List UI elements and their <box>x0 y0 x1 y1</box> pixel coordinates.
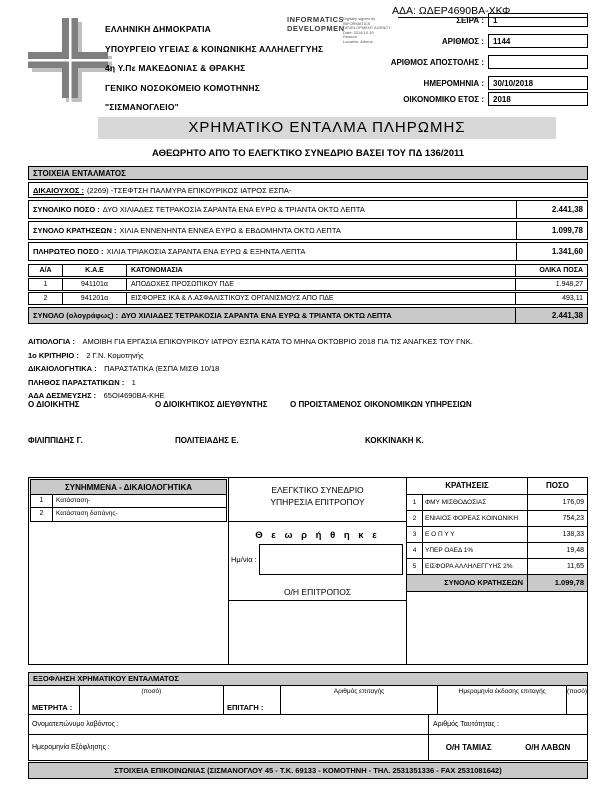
kae-row-amount: 1.948,27 <box>515 279 587 290</box>
deductions-total-amount: 1.099,78 <box>527 575 587 591</box>
total-amount-row <box>28 200 588 219</box>
field-row-series <box>391 13 588 27</box>
hospital-logo <box>26 16 116 106</box>
kae-header-amount: ΟΛΙΚΑ ΠΟΣΑ <box>515 265 587 276</box>
attachment-number: 1 <box>31 495 53 507</box>
beneficiary-label: ΔΙΚΑΙΟΥΧΟΣ : <box>33 185 84 195</box>
deductions-amount-header: ΠΟΣΟ <box>527 478 587 494</box>
total-amount-label: ΣΥΝΟΛΙΚΟ ΠΟΣΟ : <box>33 205 100 214</box>
deduction-number: 1 <box>407 495 423 510</box>
settlement-row-date <box>29 735 587 760</box>
kae-header-code: Κ.Α.Ε <box>63 265 127 276</box>
attachment-text: Κατάσταση- <box>56 497 91 504</box>
settlement-date-label: Ημερομηνία Εξόφλησης : <box>29 735 429 760</box>
list-item <box>31 495 226 508</box>
number-value-box: 1144 <box>488 34 588 48</box>
deduction-number: 4 <box>407 543 423 558</box>
settlement-row-payee <box>29 715 587 735</box>
kae-header-name: ΚΑΤΟΝΟΜΑΣΙΑ <box>131 267 183 274</box>
deduction-name: ΥΠΕΡ ΟΑΕΔ 1% <box>425 547 474 554</box>
stamp-detail-line: Location: Athens <box>343 38 373 44</box>
court-panel <box>229 478 407 664</box>
kae-table <box>28 264 588 324</box>
info-lines <box>28 331 588 399</box>
signature-names <box>28 436 588 448</box>
supporting-docs-line <box>28 358 588 372</box>
deductions-total-label: ΣΥΝΟΛΟ ΚΡΑΤΗΣΕΩΝ <box>444 578 523 587</box>
court-divider-bottom <box>229 600 406 601</box>
payable-amount-value: 1.341,60 <box>516 243 587 260</box>
table-row <box>28 292 588 305</box>
attachments-table <box>30 479 227 522</box>
beneficiary-value: (2269) -ΤΣΕΦΤΣΗ ΠΑΛΜΥΡΑ ΕΠΙΚΟΥΡΙΚΟΣ ΙΑΤΡΟΣ ΕΣΠΑ- <box>86 185 292 195</box>
order-details-header: ΣΤΟΙΧΕΙΑ ΕΝΤΑΛΜΑΤΟΣ <box>28 166 588 180</box>
field-row-date <box>391 76 588 90</box>
kae-row-aa: 1 <box>29 279 63 290</box>
signature-title-finance-head: Ο ΠΡΟΙΣΤΑΜΕΝΟΣ ΟΙΚΟΝΟΜΙΚΩΝ ΥΠΗΡΕΣΙΩΝ <box>290 400 472 409</box>
supporting-docs-label: ΔΙΚΑΙΟΛΟΓΗΤΙΚΑ : <box>28 364 97 373</box>
cheque-label: ΕΠΙΤΑΓΗ : <box>224 686 281 714</box>
deduction-name: Ε Ο Π Υ Υ <box>425 531 455 538</box>
total-amount-cell <box>29 201 516 218</box>
deduction-number: 2 <box>407 511 423 526</box>
series-value-box: 1 <box>488 13 588 27</box>
table-row <box>407 527 587 543</box>
dispatch-number-value-box <box>488 55 588 69</box>
ada-label: ΑΔΑ: <box>392 5 416 17</box>
cheque-number-label: Αριθμός επιταγής <box>281 686 439 714</box>
docs-count-label: ΠΛΗΘΟΣ ΠΑΡΑΣΤΑΤΙΚΩΝ : <box>28 377 125 387</box>
justification-line <box>28 331 588 345</box>
court-date-box <box>259 544 403 575</box>
receiver-label: Ο/Η ΛΑΒΩΝ <box>525 743 571 752</box>
criterion-text: 2 Γ.Ν. Κομοτηνής <box>86 350 144 360</box>
settlement-signatures <box>429 735 587 760</box>
kae-row-code: 941101α <box>63 279 127 290</box>
deduction-amount: 176,09 <box>527 495 587 510</box>
kae-row-amount: 493,11 <box>515 293 587 304</box>
payable-amount-cell <box>29 243 516 260</box>
cash-amount-hint: (ποσό) <box>80 686 224 714</box>
deductions-total-row <box>407 575 587 592</box>
table-row <box>28 278 588 291</box>
kae-total-cell <box>29 308 515 323</box>
settlement-header: ΕΞΟΦΛΗΣΗ ΧΡΗΜΑΤΙΚΟΥ ΕΝΤΑΛΜΑΤΟΣ <box>29 673 587 686</box>
court-title-line1: ΕΛΕΓΚΤΙΚΟ ΣΥΝΕΔΡΙΟ <box>271 485 364 495</box>
deduction-name: ΕΙΣΦΟΡΑ ΑΛΛΗΛΕΓΓΥΗΣ 2% <box>425 563 513 570</box>
beneficiary-cell <box>29 183 587 197</box>
stamp-detail-lines <box>343 17 391 45</box>
commitment-ada-text: 65ΟΙ4690ΒΑ-ΚΗΕ <box>103 391 165 400</box>
stamp-detail-line: Reason: <box>343 34 358 40</box>
cheque-date-label: Ημερομηνία έκδοσης επιταγής <box>438 686 567 714</box>
identity-number-label: Αριθμός Ταυτότητας : <box>433 721 499 728</box>
beneficiary-row <box>28 182 588 198</box>
kae-total-row <box>28 307 588 324</box>
total-amount-words: ΔΥΟ ΧΙΛΙΑΔΕΣ ΤΕΤΡΑΚΟΣΙΑ ΣΑΡΑΝΤΑ ΕΝΑ ΕΥΡΩ & ΤΡΙΑΝΤΑ ΟΚΤΩ ΛΕΠΤΑ <box>102 205 365 214</box>
kae-row-code: 941201α <box>63 293 127 304</box>
stamp-text-2: DEVELOPMEN <box>287 23 345 33</box>
payable-amount-label: ΠΛΗΡΩΤΕΟ ΠΟΣΟ : <box>33 247 104 256</box>
docs-count-text: 1 <box>131 377 136 387</box>
attachment-text: Κατάσταση δαπάνης- <box>56 510 118 517</box>
commitment-ada-line <box>28 385 588 399</box>
court-divider-top <box>229 521 406 522</box>
fiscal-year-label: ΟΙΚΟΝΟΜΙΚΟ ΕΤΟΣ : <box>403 94 484 104</box>
org-line-ministry: ΥΠΟΥΡΓΕΙΟ ΥΓΕΙΑΣ & ΚΟΙΝΩΝΙΚΗΣ ΑΛΛΗΛΕΓΓΥΗΣ <box>105 43 324 54</box>
signature-titles <box>28 400 588 412</box>
fiscal-year-value-box: 2018 <box>488 92 588 106</box>
kae-total-words: ΔΥΟ ΧΙΛΙΑΔΕΣ ΤΕΤΡΑΚΟΣΙΑ ΣΑΡΑΝΤΑ ΕΝΑ ΕΥΡΩ & ΤΡΙΑΝΤΑ ΟΚΤΩ ΛΕΠΤΑ <box>121 311 392 320</box>
cash-label: ΜΕΤΡΗΤΑ : <box>29 686 80 714</box>
stamp-detail-line: INFORMATICS <box>343 20 371 26</box>
deduction-name: ΦΜΥ ΜΙΣΘΟΔΟΣΙΑΣ <box>425 499 487 506</box>
court-title-line2: ΥΠΗΡΕΣΙΑ ΕΠΙΤΡΟΠΟΥ <box>270 497 365 507</box>
signature-name-2: ΠΟΛΙΤΕΙΑΔΗΣ Ε. <box>175 436 239 445</box>
table-row <box>407 543 587 559</box>
justification-text: ΑΜΟΙΒΗ ΓΙΑ ΕΡΓΑΣΙΑ ΕΠΙΚΟΥΡΙΚΟΥ ΙΑΤΡΟΥ ΕΣΠΑ ΚΑΤΑ ΤΟ ΜΗΝΑ ΟΚΤΩΒΡΙΟ 2018 ΓΙΑ ΤΙΣ ΑΝΑΓΚΕΣ ΤΟΥ ΓΝΚ. <box>82 337 473 346</box>
deduction-amount: 754,23 <box>527 511 587 526</box>
criterion-line <box>28 345 588 359</box>
court-date-row <box>231 544 403 575</box>
signature-title-admin-director: Ο ΔΙΟΙΚΗΤΙΚΟΣ ΔΙΕΥΘΥΝΤΗΣ <box>155 400 268 409</box>
series-label: ΣΕΙΡΑ : <box>456 15 484 25</box>
kae-row-name: ΑΠΟΔΟΧΕΣ ΠΡΟΣΩΠΙΚΟΥ ΠΔΕ <box>131 281 234 288</box>
deduction-amount: 138,33 <box>527 527 587 542</box>
deductions-total-cell <box>29 222 516 239</box>
supporting-docs-text: ΠΑΡΑΣΤΑΤΙΚΑ (ΕΣΠΑ ΜΙΣΘ 10/18 <box>104 364 220 373</box>
deductions-total-row <box>28 221 588 240</box>
stamp-text-1: INFORMATICS <box>287 15 345 24</box>
document-title: ΧΡΗΜΑΤΙΚΟ ΕΝΤΑΛΜΑ ΠΛΗΡΩΜΗΣ <box>98 117 556 139</box>
document-subtitle: ΑΘΕΩΡΗΤΟ ΑΠΌ ΤΟ ΕΛΕΓΚΤΙΚΟ ΣΥΝΕΔΡΙΟ ΒΑΣΕΙ ΤΟΥ ΠΔ 136/2011 <box>151 148 465 159</box>
kae-row-aa: 2 <box>29 293 63 304</box>
table-row <box>407 559 587 575</box>
signature-name-3: ΚΟΚΚΙΝΑΚΗ Κ. <box>365 436 424 445</box>
commissioner-label: Ο/Η ΕΠΙΤΡΟΠΟΣ <box>283 587 352 597</box>
dispatch-number-label: ΑΡΙΘΜΟΣ ΑΠΟΣΤΟΛΗΣ : <box>390 57 484 67</box>
payable-amount-words: ΧΙΛΙΑ ΤΡΙΑΚΟΣΙΑ ΣΑΡΑΝΤΑ ΕΝΑ ΕΥΡΩ & ΕΞΗΝΤΑ ΛΕΠΤΑ <box>106 247 306 256</box>
signature-title-governor: Ο ΔΙΟΙΚΗΤΗΣ <box>28 400 80 409</box>
deduction-amount: 11,65 <box>527 559 587 574</box>
contact-footer: ΣΤΟΙΧΕΙΑ ΕΠΙΚΟΙΝΩΝΙΑΣ (ΣΙΣΜΑΝΟΓΛΟΥ 45 - Τ.Κ. 69133 - ΚΟΜΟΤΗΝΗ - ΤΗΛ. 2531351336 - FAX 2531081642) <box>28 762 588 779</box>
attachment-number: 2 <box>31 508 53 521</box>
list-item <box>31 508 226 521</box>
deductions-header-row <box>407 478 587 495</box>
signature-name-1: ΦΙΛΙΠΠΙΔΗΣ Γ. <box>28 436 83 445</box>
order-details-section <box>28 166 588 261</box>
deduction-name: ΕΝΙΑΙΟΣ ΦΟΡΕΑΣ ΚΟΙΝΩΝΙΚΗ <box>425 515 519 522</box>
date-value-box: 30/10/2018 <box>488 76 588 90</box>
kae-total-label: ΣΥΝΟΛΟ (ολογράφως) : <box>33 311 119 320</box>
payee-name-label: Ονοματεπώνυμο λαβόντος : <box>29 715 429 734</box>
field-row-dispatch-number <box>391 55 588 69</box>
kae-header-row <box>28 264 588 277</box>
stamp-detail-line: DEVELOPMENT AGENCY <box>343 25 391 31</box>
settlement-row-amounts <box>29 686 587 715</box>
kae-total-amount: 2.441,38 <box>515 308 587 323</box>
kae-header-aa: Α/Α <box>29 265 63 276</box>
table-row <box>407 495 587 511</box>
court-date-label: Ημ/νία : <box>231 555 257 564</box>
document-id-fields <box>391 13 588 113</box>
attachments-header: ΣΥΝΗΜΜΕΝΑ - ΔΙΚΑΙΟΛΟΓΗΤΙΚΑ <box>31 480 226 495</box>
cheque-amount-hint: (ποσό) <box>567 688 588 695</box>
stamp-detail-line: Date: 2018.10.30 <box>343 29 374 35</box>
payable-amount-row <box>28 242 588 261</box>
approved-stamp-text: Θ ε ω ρ ή θ η κ ε <box>255 530 380 541</box>
deductions-total-value: 1.099,78 <box>516 222 587 239</box>
stamp-detail-line: Digitally signed by <box>343 16 376 21</box>
deductions-title: ΚΡΑΤΗΣΕΙΣ <box>445 481 489 490</box>
deduction-number: 5 <box>407 559 423 574</box>
date-label: ΗΜΕΡΟΜΗΝΙΑ : <box>423 78 484 88</box>
docs-count-line <box>28 372 588 386</box>
org-line-republic: ΕΛΛΗΝΙΚΗ ΔΗΜΟΚΡΑΤΙΑ <box>105 24 212 34</box>
attachments-panel <box>29 478 229 664</box>
org-line-hospital-name: "ΣΙΣΜΑΝΟΓΛΕΙΟ" <box>105 102 179 112</box>
justification-label: ΑΙΤΙΟΛΟΓΙΑ : <box>28 337 76 346</box>
deduction-number: 3 <box>407 527 423 542</box>
ada-value: ΩΔΕΡ4690ΒΑ-ΧΚΦ <box>418 5 511 17</box>
settlement-section <box>28 672 588 761</box>
middle-section <box>28 477 588 665</box>
deduction-amount: 19,48 <box>527 543 587 558</box>
deductions-total-label: ΣΥΝΟΛΟ ΚΡΑΤΗΣΕΩΝ : <box>33 226 117 235</box>
total-amount-value: 2.441,38 <box>516 201 587 218</box>
cross-icon <box>26 16 116 106</box>
field-row-fiscal-year <box>391 92 588 106</box>
org-line-hospital: ΓΕΝΙΚΟ ΝΟΣΟΚΟΜΕΙΟ ΚΟΜΟΤΗΝΗΣ <box>105 82 261 93</box>
cashier-label: Ο/Η ΤΑΜΙΑΣ <box>445 743 492 752</box>
number-label: ΑΡΙΘΜΟΣ : <box>441 36 484 46</box>
org-line-region: 4η Υ.Πε ΜΑΚΕΔΟΝΙΑΣ & ΘΡΑΚΗΣ <box>105 63 246 73</box>
commitment-ada-label: ΑΔΑ ΔΕΣΜΕΥΣΗΣ : <box>28 391 97 400</box>
criterion-label: 1ο ΚΡΙΤΗΡΙΟ : <box>28 350 79 360</box>
field-row-number <box>391 34 588 48</box>
kae-row-name: ΕΙΣΦΟΡΕΣ ΙΚΑ & Λ.ΑΣΦΑΛΙΣΤΙΚΟΥΣ ΟΡΓΑΝΙΣΜΟΥΣ ΑΠΟ ΠΔΕ <box>131 295 334 302</box>
deductions-total-words: ΧΙΛΙΑ ΕΝΝΕΝΗΝΤΑ ΕΝΝΕΑ ΕΥΡΩ & ΕΒΔΟΜΗΝΤΑ ΟΚΤΩ ΛΕΠΤΑ <box>119 226 341 235</box>
table-row <box>407 511 587 527</box>
deductions-panel <box>407 478 587 664</box>
